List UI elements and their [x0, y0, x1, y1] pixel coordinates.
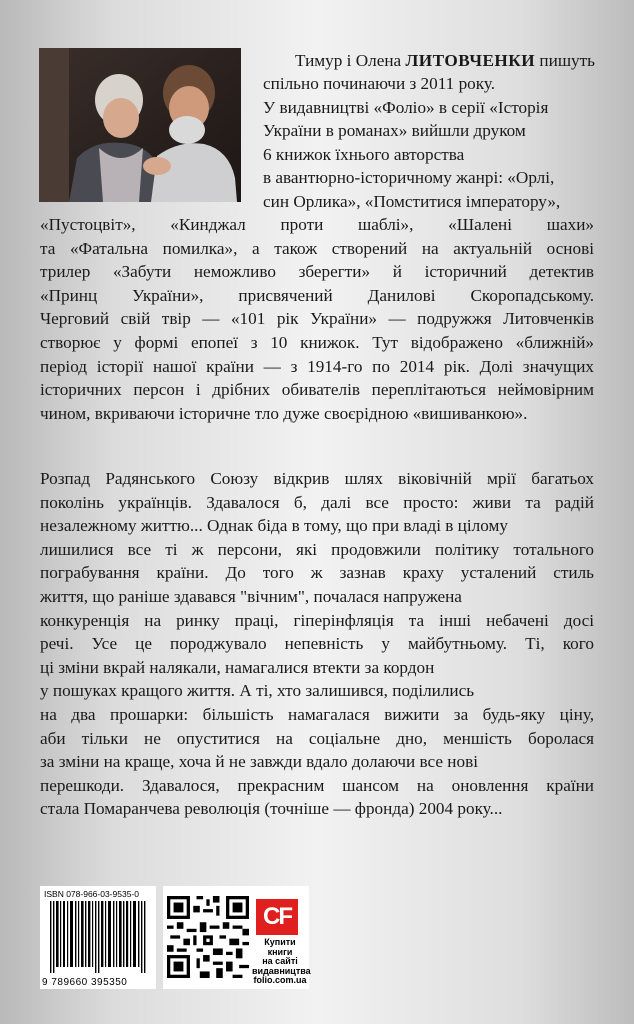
text-line: перешкоди. Здавалося, прекрасним шансом на оновлення країни	[40, 775, 594, 795]
isbn-barcode	[40, 886, 156, 989]
synopsis-paragraph	[40, 467, 594, 821]
text-line: за зміни на краще, хоча й не завжди вдало долаючи все нові	[40, 752, 478, 772]
text-line: створює у формі епопеї з 10 книжок. Тут відображено «ближній»	[40, 332, 594, 352]
text-line: та «Фатальна помилка», а також створений на актуальній основі	[40, 238, 594, 258]
text-line: чином, вкриваючи історичне тло дуже своєрідною «вишиванкою».	[40, 403, 528, 423]
author-names: ЛИТОВЧЕНКИ	[405, 51, 536, 70]
text-line: конкуренція на ринку праці, гіперінфляція та інші небачені досі	[40, 610, 594, 630]
text-line: незалежному життю... Однак біда в тому, що при владі в цілому	[40, 516, 508, 536]
intro-line-1: Тимур і Олена ЛИТОВЧЕНКИ пишуть	[295, 51, 595, 70]
author-photo	[39, 48, 241, 202]
text-line: Розпад Радянського Союзу відкрив шлях віковічній мрії багатьох	[40, 469, 594, 488]
barcode-digits: 9 789660 395350	[42, 977, 128, 988]
text-line: трилер «Забути неможливо зберегти» й історичний детектив	[40, 262, 594, 282]
text-line: лишилися все ті ж персони, які продовжили політику тотального	[40, 539, 594, 559]
text-line: «Принц України», присвячений Данилові Скоропадському.	[40, 285, 594, 305]
intro-line-7: син Орлика», «Помститися імператору»,	[263, 192, 561, 211]
intro-paragraph	[40, 213, 594, 425]
text-line: «Пустоцвіт», «Кинджал проти шаблі», «Шалені шахи»	[40, 215, 594, 234]
text-line: поколінь українців. Здавалося б, далі все просто: живи та радій	[40, 492, 594, 512]
text-line: у пошуках кращого життя. А ті, хто залишився, поділились	[40, 681, 475, 701]
text-line: Черговий свій твір — «101 рік України» — подружжя Литовченків	[40, 309, 594, 329]
isbn-label: ISBN 078-966-03-9535-0	[44, 889, 139, 899]
text-line: період історії нашої країни — з 1914-го по 2014 рік. Долі значущих	[40, 356, 594, 376]
text-line: стала Помаранчева революція (точніше — фронда) 2004 року...	[40, 799, 503, 819]
text-line: пограбування країни. До того ж зазнав краху усталений стиль	[40, 563, 594, 583]
buy-online-text: Купити книги на сайті видавництва folio.com.ua	[252, 937, 311, 985]
text-line: речі. Усе це породжувало непевність у майбутньому. Ті, кого	[40, 634, 594, 654]
text-line: аби тільки не опуститися на соціальне дно, меншість боролася	[40, 728, 594, 748]
barcode-icon	[50, 901, 150, 973]
intro-line-2: спільно починаючи з 2011 року.	[263, 74, 496, 93]
intro-line-3: У видавництві «Фоліо» в серії «Історія	[263, 98, 549, 117]
text-line: ці зміни вкрай налякали, намагалися втекти за кордон	[40, 657, 435, 677]
text-line: історичних персон і дрібних обивателів переплітаються неймовірним	[40, 380, 594, 400]
publisher-logo-icon: CF	[256, 899, 298, 935]
intro-line-5: 6 книжок їхнього авторства	[263, 145, 465, 164]
intro-line-6: в авантюрно-історичному жанрі: «Орлі,	[263, 168, 555, 187]
intro-line-4: України в романах» вийшли друком	[263, 121, 526, 140]
publisher-website-link[interactable]: folio.com.ua	[253, 975, 307, 985]
publisher-qr-block	[163, 886, 309, 989]
text-line: життя, що раніше здавався "вічним", почалася напружена	[40, 586, 462, 606]
text-line: на два прошарки: більшість намагалася вижити за будь-яку ціну,	[40, 704, 594, 724]
qr-code-icon[interactable]	[167, 896, 249, 978]
